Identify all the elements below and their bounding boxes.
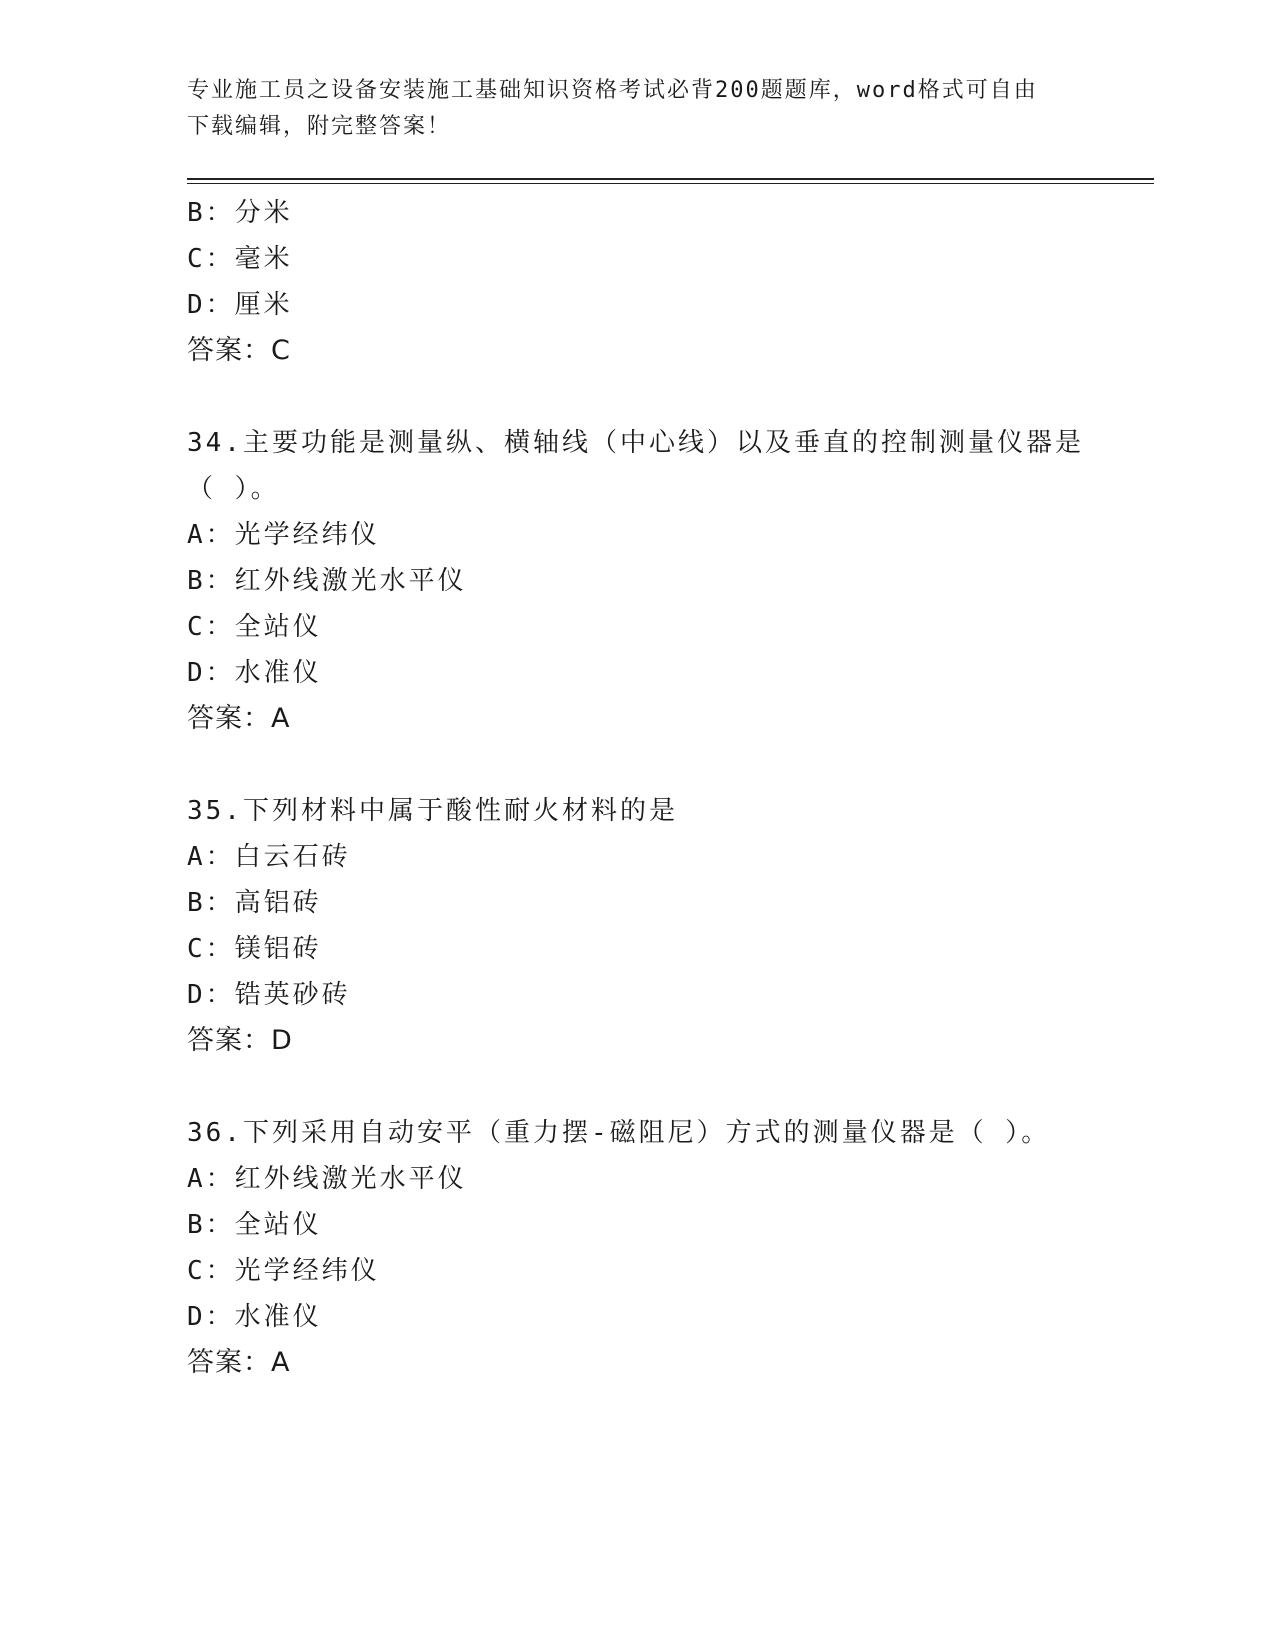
header-divider-thin [187,183,1154,184]
option-b: B：高铝砖 [187,888,322,918]
option-d: D：水准仪 [187,1302,322,1332]
option-c: C：镁铝砖 [187,934,322,964]
option-c: C：全站仪 [187,612,322,642]
question-text: 35.下列材料中属于酸性耐火材料的是 [187,796,678,826]
option-a: A：白云石砖 [187,842,351,872]
answer-label: 答案：A [187,703,291,734]
option-c: C：光学经纬仪 [187,1256,380,1286]
header-divider-thick [187,178,1154,180]
option-a: A：光学经纬仪 [187,520,380,550]
option-d: D：锆英砂砖 [187,980,351,1010]
option-d: D：水准仪 [187,658,322,688]
option-c: C：毫米 [187,244,293,274]
question-list [187,190,1087,1386]
question-block-prev [187,190,1087,374]
header-line-1: 专业施工员之设备安装施工基础知识资格考试必背200题题库，word格式可自由 [187,78,1038,103]
question-text-line-2: （ ）。 [187,474,280,504]
header-line-2: 下载编辑，附完整答案！ [187,114,452,139]
question-block-34 [187,420,1087,742]
option-b: B：全站仪 [187,1210,322,1240]
question-text: 36.下列采用自动安平（重力摆-磁阻尼）方式的测量仪器是（ ）。 [187,1118,1051,1148]
option-a: A：红外线激光水平仪 [187,1164,467,1194]
document-header [187,73,1067,145]
answer-label: 答案：C [187,335,291,366]
option-d: D：厘米 [187,290,293,320]
option-b: B：红外线激光水平仪 [187,566,467,596]
option-b: B：分米 [187,198,293,228]
answer-label: 答案：A [187,1347,291,1378]
question-text-line-1: 34.主要功能是测量纵、横轴线（中心线）以及垂直的控制测量仪器是 [187,428,1084,458]
answer-label: 答案：D [187,1025,293,1056]
question-block-35 [187,788,1087,1064]
question-block-36 [187,1110,1087,1386]
